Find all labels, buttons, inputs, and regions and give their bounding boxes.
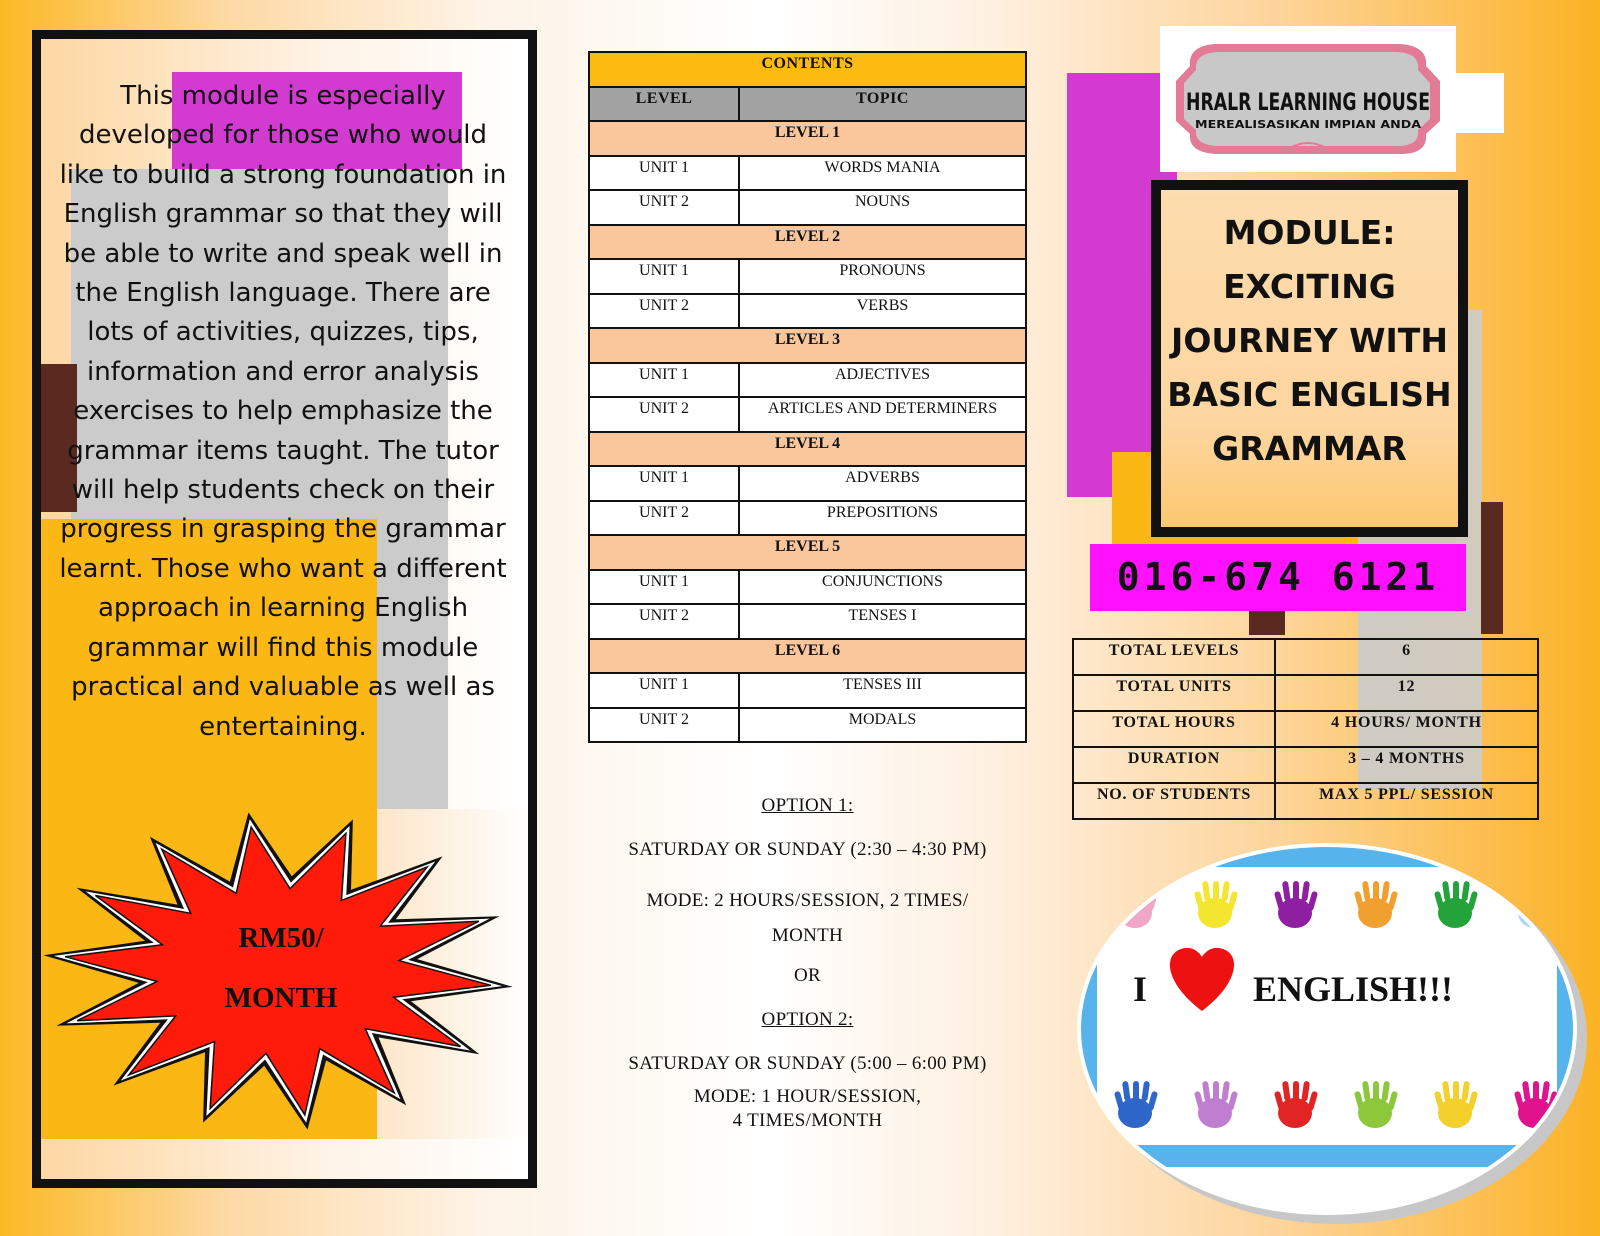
unit-row	[589, 708, 1026, 743]
unit-topic: CONJUNCTIONS	[739, 570, 1026, 605]
unit-row	[589, 363, 1026, 398]
unit-row	[589, 259, 1026, 294]
stats-row	[1073, 711, 1538, 747]
unit-row	[589, 156, 1026, 191]
level-row	[589, 535, 1026, 570]
price-amount: RM50/	[238, 922, 324, 954]
unit-topic: WORDS MANIA	[739, 156, 1026, 191]
price-period: MONTH	[224, 982, 338, 1014]
unit-label: UNIT 1	[589, 259, 739, 294]
unit-topic: VERBS	[739, 294, 1026, 329]
stats-row	[1073, 783, 1538, 819]
stats-label: NO. OF STUDENTS	[1073, 783, 1275, 819]
level-row	[589, 225, 1026, 260]
option2-label: OPTION 2:	[761, 1009, 854, 1030]
unit-row	[589, 501, 1026, 536]
level-row	[589, 639, 1026, 674]
stats-label: TOTAL LEVELS	[1073, 639, 1275, 675]
unit-label: UNIT 1	[589, 156, 739, 191]
level-row	[589, 328, 1026, 363]
unit-label: UNIT 2	[589, 294, 739, 329]
unit-label: UNIT 2	[589, 190, 739, 225]
col-level: LEVEL	[589, 87, 739, 122]
level-label: LEVEL 4	[589, 432, 1026, 467]
contents-header-row	[589, 87, 1026, 122]
stats-row	[1073, 639, 1538, 675]
level-label: LEVEL 5	[589, 535, 1026, 570]
logo	[1160, 26, 1456, 172]
unit-topic: PREPOSITIONS	[739, 501, 1026, 536]
level-label: LEVEL 6	[589, 639, 1026, 674]
unit-label: UNIT 1	[589, 363, 739, 398]
phone-number[interactable]: 016-674 6121	[1090, 544, 1466, 611]
option1-mode: MODE: 2 HOURS/SESSION, 2 TIMES/ MONTH	[646, 890, 969, 946]
stats-row	[1073, 675, 1538, 711]
love-i: I	[1133, 969, 1148, 1009]
stats-value: MAX 5 PPL/ SESSION	[1275, 783, 1538, 819]
logo-tagline: MEREALISASIKAN IMPIAN ANDA	[1195, 118, 1422, 131]
unit-label: UNIT 2	[589, 501, 739, 536]
unit-row	[589, 673, 1026, 708]
unit-topic: NOUNS	[739, 190, 1026, 225]
price-burst	[66, 829, 546, 1119]
unit-topic: ADVERBS	[739, 466, 1026, 501]
stats-label: TOTAL HOURS	[1073, 711, 1275, 747]
unit-row	[589, 604, 1026, 639]
unit-label: UNIT 1	[589, 570, 739, 605]
unit-topic: ARTICLES AND DETERMINERS	[739, 397, 1026, 432]
level-label: LEVEL 1	[589, 121, 1026, 156]
level-row	[589, 121, 1026, 156]
unit-row	[589, 466, 1026, 501]
unit-topic: PRONOUNS	[739, 259, 1026, 294]
module-title: MODULE: EXCITING JOURNEY WITH BASIC ENGLISH GRAMMAR	[1167, 213, 1452, 468]
unit-label: UNIT 1	[589, 466, 739, 501]
level-label: LEVEL 2	[589, 225, 1026, 260]
contents-title: CONTENTS	[589, 52, 1026, 87]
col-topic: TOPIC	[739, 87, 1026, 122]
unit-topic: TENSES III	[739, 673, 1026, 708]
i-love-english-badge	[1075, 833, 1590, 1228]
stats-label: DURATION	[1073, 747, 1275, 783]
option1-time: SATURDAY OR SUNDAY (2:30 – 4:30 PM)	[628, 839, 987, 860]
contents-table	[588, 51, 1027, 743]
stats-value: 12	[1275, 675, 1538, 711]
or-text: OR	[794, 965, 821, 986]
unit-row	[589, 397, 1026, 432]
brown-strip-small	[1249, 611, 1285, 635]
unit-label: UNIT 2	[589, 708, 739, 743]
contents-title-row	[589, 52, 1026, 87]
option2-mode: MODE: 1 HOUR/SESSION, 4 TIMES/MONTH	[693, 1086, 922, 1131]
intro-text: This module is especially developed for those who would like to build a strong foundation in English grammar so that they will be able to write and speak well in the English language. There are lots of activities, quizzes, tips, information and error analysis exercises to help emphasize the grammar items taught. The tutor will help students check on their progress in grasping the grammar learnt. Those who want a different approach in learning English grammar will find this module practical and valuable as well as entertaining.	[59, 81, 507, 742]
stats-value: 3 – 4 MONTHS	[1275, 747, 1538, 783]
unit-label: UNIT 2	[589, 397, 739, 432]
unit-topic: TENSES I	[739, 604, 1026, 639]
level-label: LEVEL 3	[589, 328, 1026, 363]
level-row	[589, 432, 1026, 467]
stats-value: 4 HOURS/ MONTH	[1275, 711, 1538, 747]
unit-row	[589, 294, 1026, 329]
schedule	[580, 795, 1035, 1133]
unit-topic: MODALS	[739, 708, 1026, 743]
unit-row	[589, 570, 1026, 605]
brown-strip-right	[1481, 502, 1503, 634]
unit-topic: ADJECTIVES	[739, 363, 1026, 398]
stats-value: 6	[1275, 639, 1538, 675]
unit-label: UNIT 2	[589, 604, 739, 639]
unit-label: UNIT 1	[589, 673, 739, 708]
intro-panel	[32, 30, 537, 1188]
logo-name: HRALR LEARNING HOUSE	[1186, 88, 1430, 116]
unit-row	[589, 190, 1026, 225]
logo-badge	[1160, 26, 1456, 172]
option2-time: SATURDAY OR SUNDAY (5:00 – 6:00 PM)	[628, 1053, 987, 1074]
love-english: ENGLISH!!!	[1253, 969, 1454, 1009]
module-title-box	[1151, 180, 1468, 537]
stats-table	[1072, 638, 1539, 820]
option1-label: OPTION 1:	[761, 795, 854, 816]
stats-label: TOTAL UNITS	[1073, 675, 1275, 711]
stats-row	[1073, 747, 1538, 783]
